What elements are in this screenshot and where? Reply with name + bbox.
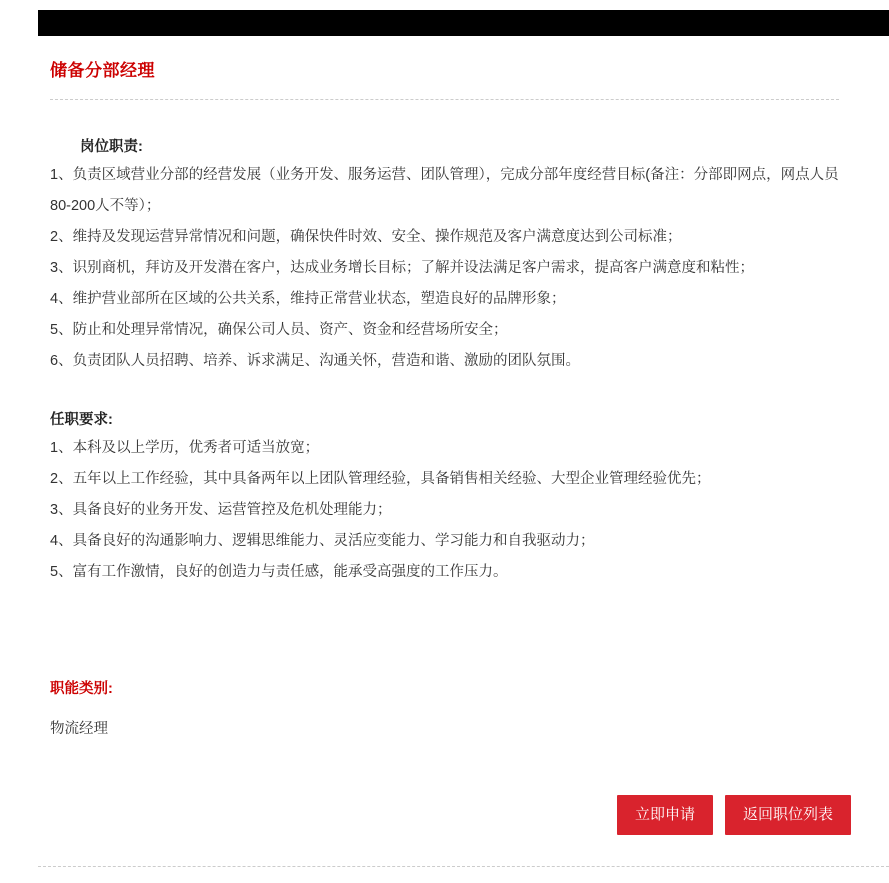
duties-heading: 岗位职责: <box>80 139 143 155</box>
section-spacer <box>0 377 889 407</box>
spacer-top <box>0 100 889 134</box>
requirements-section <box>0 407 889 588</box>
category-heading: 职能类别: <box>50 681 113 697</box>
apply-button[interactable]: 立即申请 <box>617 795 713 835</box>
requirements-list <box>50 433 839 588</box>
list-item: 6、负责团队人员招聘、培养、诉求满足、沟通关怀，营造和谐、激励的团队氛围。 <box>50 353 581 369</box>
section-spacer-large <box>0 588 889 676</box>
list-item: 2、五年以上工作经验，其中具备两年以上团队管理经验，具备销售相关经验、大型企业管理经验优先； <box>50 471 711 487</box>
list-item: 3、具备良好的业务开发、运营管控及危机处理能力； <box>50 502 392 518</box>
list-item: 4、具备良好的沟通影响力、逻辑思维能力、灵活应变能力、学习能力和自我驱动力； <box>50 533 595 549</box>
page-title: 储备分部经理 <box>50 61 155 80</box>
duties-section <box>0 134 889 377</box>
list-item: 3、识别商机，拜访及开发潜在客户，达成业务增长目标；了解并设法满足客户需求，提高客户满意度和粘性； <box>50 260 755 276</box>
duties-list <box>50 160 839 377</box>
list-item: 5、富有工作激情，良好的创造力与责任感，能承受高强度的工作压力。 <box>50 564 508 580</box>
list-item: 4、维护营业部所在区域的公共关系，维持正常营业状态，塑造良好的品牌形象； <box>50 291 566 307</box>
list-item: 2、维持及发现运营异常情况和问题，确保快件时效、安全、操作规范及客户满意度达到公司标准； <box>50 229 682 245</box>
category-value: 物流经理 <box>50 721 108 737</box>
category-section <box>0 676 889 744</box>
action-buttons <box>617 795 851 835</box>
top-black-bar <box>38 10 889 36</box>
job-content <box>0 36 889 744</box>
list-item: 5、防止和处理异常情况，确保公司人员、资产、资金和经营场所安全； <box>50 322 508 338</box>
requirements-heading: 任职要求: <box>50 412 113 428</box>
bottom-divider <box>38 866 889 867</box>
list-item: 1、负责区域营业分部的经营发展（业务开发、服务运营、团队管理），完成分部年度经营目标(备注：分部即网点，网点人员80-200人不等）； <box>50 167 839 214</box>
list-item: 1、本科及以上学历，优秀者可适当放宽； <box>50 440 320 456</box>
back-to-list-button[interactable]: 返回职位列表 <box>725 795 851 835</box>
